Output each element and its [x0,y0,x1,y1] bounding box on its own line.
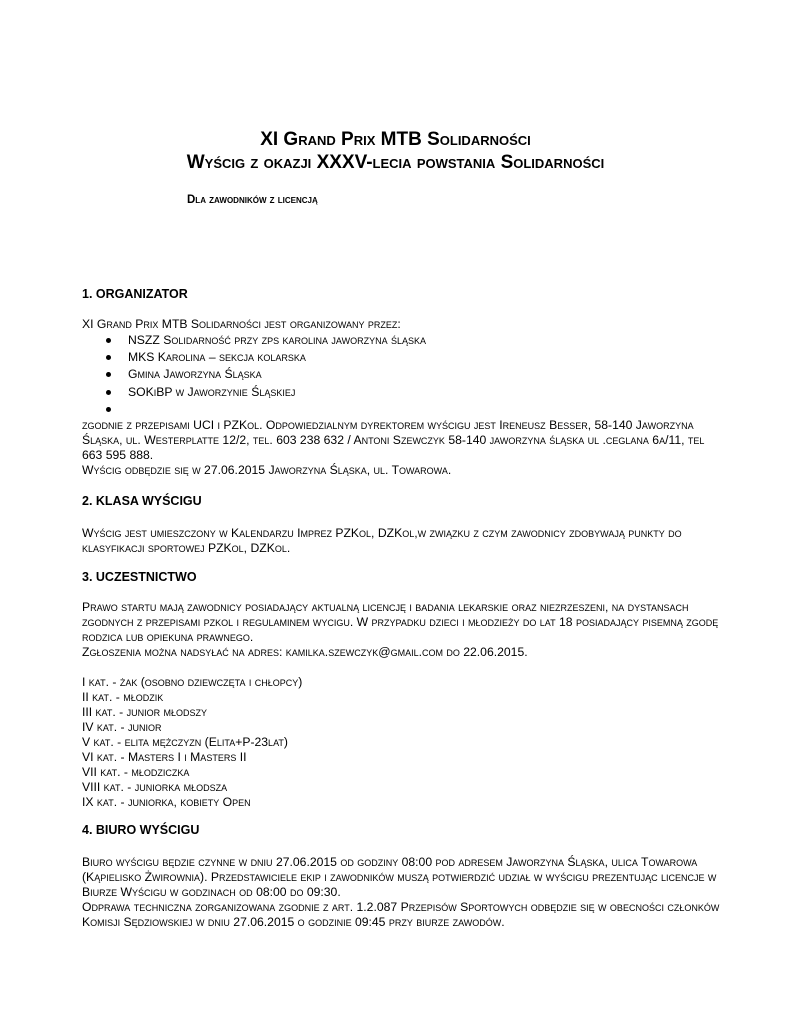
organizator-date-paragraph: Wyścig odbędzie się w 27.06.2015 Jaworzyna Śląska, ul. Towarowa. [82,463,452,477]
biuro-paragraph: Biuro wyścigu będzie czynne w dniu 27.06.2015 od godziny 08:00 pod adresem Jaworzyna Śląska, ulica Towarowa (Kąpielisko Żwirownia). Przedstawiciele ekip i zawodników muszą potwierdzić udział w wyścigu prezentując licencje w Biurze Wyścigu w godzinach od 08:00 do 09:30. [82,855,717,899]
list-item [82,332,426,349]
list-item [82,349,426,366]
list-item [82,401,426,418]
uczestnictwo-registration: Zgłoszenia można nadsyłać na adres: kamilka.szewczyk@gmail.com do 22.06.2015. [82,645,528,659]
organizator-paragraph: zgodnie z przepisami UCI i PZKol. Odpowiedzialnym dyrektorem wyścigu jest Ireneusz Besser, 58-140 Jaworzyna Śląska, ul. Westerplatte 12/2, tel. 603 238 632 / Antoni Szewczyk 58-140 jaworzyna śląska ul .ceglana 6a/11, tel 663 595 888. [82,418,705,462]
document-subtitle: Dla zawodników z licencją [187,194,318,206]
organizator-list [82,332,426,418]
bullet-icon [106,338,111,343]
category-item: II kat. - młodzik [82,690,164,704]
category-item: IX kat. - juniorka, kobiety Open [82,795,251,809]
bullet-icon [106,407,111,412]
klasa-body [82,526,722,556]
section-heading-uczestnictwo: 3. UCZESTNICTWO [82,570,197,584]
organizator-details [82,418,722,478]
document-title: XI Grand Prix MTB Solidarności [260,129,531,150]
document-title-line2: Wyścig z okazji XXXV-lecia powstania Solidarności [186,152,605,173]
section-heading-biuro: 4. BIURO WYŚCIGU [82,823,200,837]
uczestnictwo-paragraph: Prawo startu mają zawodnicy posiadający aktualną licencję i badania lekarskie oraz niezrzeszeni, na dystansach zgodnych z przepisami pzkol i regulaminem wycigu. W przypadku dzieci i młodzieży do lat 18 posiadający pisemną zgodę rodzica lub opiekuna prawnego. [82,600,719,644]
biuro-body [82,855,722,930]
list-item-text: Gmina Jaworzyna Śląska [128,367,262,382]
category-item: VI kat. - Masters I i Masters II [82,750,247,764]
klasa-paragraph: Wyścig jest umieszczony w Kalendarzu Imprez PZKol, DZKol,w związku z czym zawodnicy zdobywają punkty do klasyfikacji sportowej PZKol, DZKol. [82,526,682,555]
list-item [82,384,426,401]
category-item: VII kat. - młodziczka [82,765,190,779]
bullet-icon [106,372,111,377]
bullet-icon [106,390,111,395]
section-heading-klasa: 2. KLASA WYŚCIGU [82,494,202,508]
list-item-text: SOKiBP w Jaworzynie Śląskiej [128,384,296,399]
category-item: IV kat. - junior [82,720,162,734]
organizator-intro-text: XI Grand Prix MTB Solidarności jest organizowany przez: [82,317,401,331]
category-item: V kat. - elita mężczyzn (Elita+P-23lat) [82,735,288,749]
list-item-text: NSZZ Solidarność przy zps karolina jaworzyna śląska [128,333,426,347]
list-item-text: MKS Karolina – sekcja kolarska [128,350,306,365]
category-item: III kat. - junior młodszy [82,705,207,719]
category-item: VIII kat. - juniorka młodsza [82,780,228,794]
uczestnictwo-body [82,600,722,660]
list-item [82,366,426,383]
category-item: I kat. - żak (osobno dziewczęta i chłopcy) [82,675,303,689]
biuro-briefing-paragraph: Odprawa techniczna zorganizowana zgodnie z art. 1.2.087 Przepisów Sportowych odbędzie się w obecności członków Komisji Sędziowskiej w dniu 27.06.2015 o godzinie 09:45 przy biurze zawodów. [82,900,720,929]
section-heading-organizator: 1. ORGANIZATOR [82,287,188,301]
organizator-intro [82,317,722,332]
category-list [82,675,302,810]
bullet-icon [106,355,111,360]
